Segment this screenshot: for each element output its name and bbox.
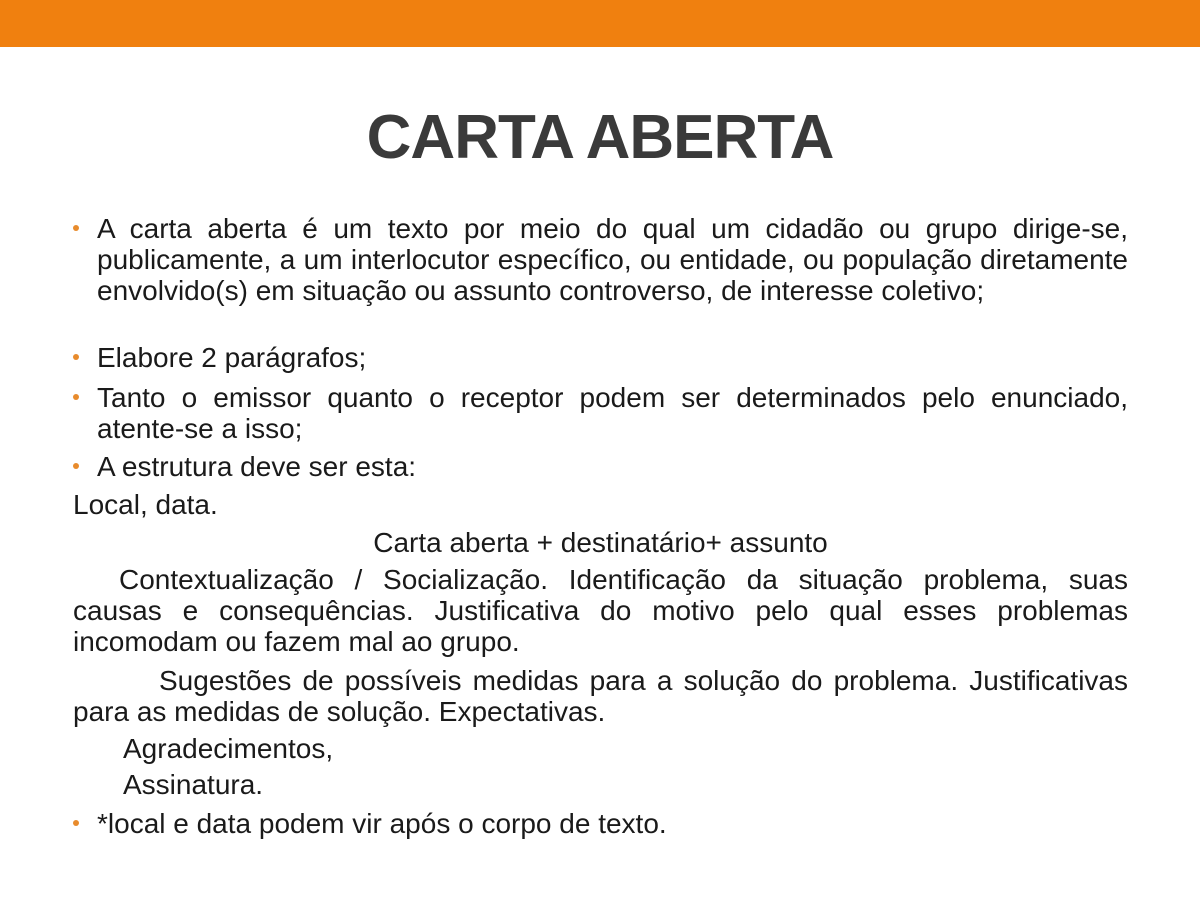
- bullet-dot-icon: [73, 463, 79, 469]
- bullet-dot-icon: [73, 225, 79, 231]
- paragraph-solutions: Sugestões de possíveis medidas para a solução do problema. Justificativas para as medidas de solução. Expectativas.: [73, 665, 1128, 727]
- letter-heading-line: Carta aberta + destinatário+ assunto: [373, 527, 828, 558]
- bullet-item: [73, 213, 1128, 306]
- bullet-dot-icon: [73, 394, 79, 400]
- thanks-line: Agradecimentos,: [123, 733, 334, 764]
- bullet-text: A estrutura deve ser esta:: [97, 451, 417, 482]
- slide-title: CARTA ABERTA: [366, 103, 834, 172]
- bullet-item: [73, 342, 1128, 373]
- footnote-bullet: [73, 808, 1128, 839]
- paragraph-context: Contextualização / Socialização. Identificação da situação problema, suas causas e consequências. Justificativa do motivo pelo qual esses problemas incomodam ou fazem mal ao grupo.: [73, 564, 1128, 657]
- footnote-text: *local e data podem vir após o corpo de texto.: [97, 808, 667, 839]
- bullet-dot-icon: [73, 354, 79, 360]
- bullet-item: [73, 382, 1128, 444]
- bullet-text: Tanto o emissor quanto o receptor podem ser determinados pelo enunciado, atente-se a isso;: [97, 382, 1128, 444]
- bullet-text: A carta aberta é um texto por meio do qual um cidadão ou grupo dirige-se, publicamente, a um interlocutor específico, ou entidade, ou população diretamente envolvido(s) em situação ou assunto controverso, de interesse coletivo;: [97, 213, 1128, 306]
- bullet-dot-icon: [73, 820, 79, 826]
- bullet-text: Elabore 2 parágrafos;: [97, 342, 367, 373]
- bullet-item: [73, 451, 1128, 482]
- header-accent-bar: [0, 0, 1200, 47]
- local-data-line: Local, data.: [73, 489, 218, 520]
- signature-line: Assinatura.: [123, 769, 264, 800]
